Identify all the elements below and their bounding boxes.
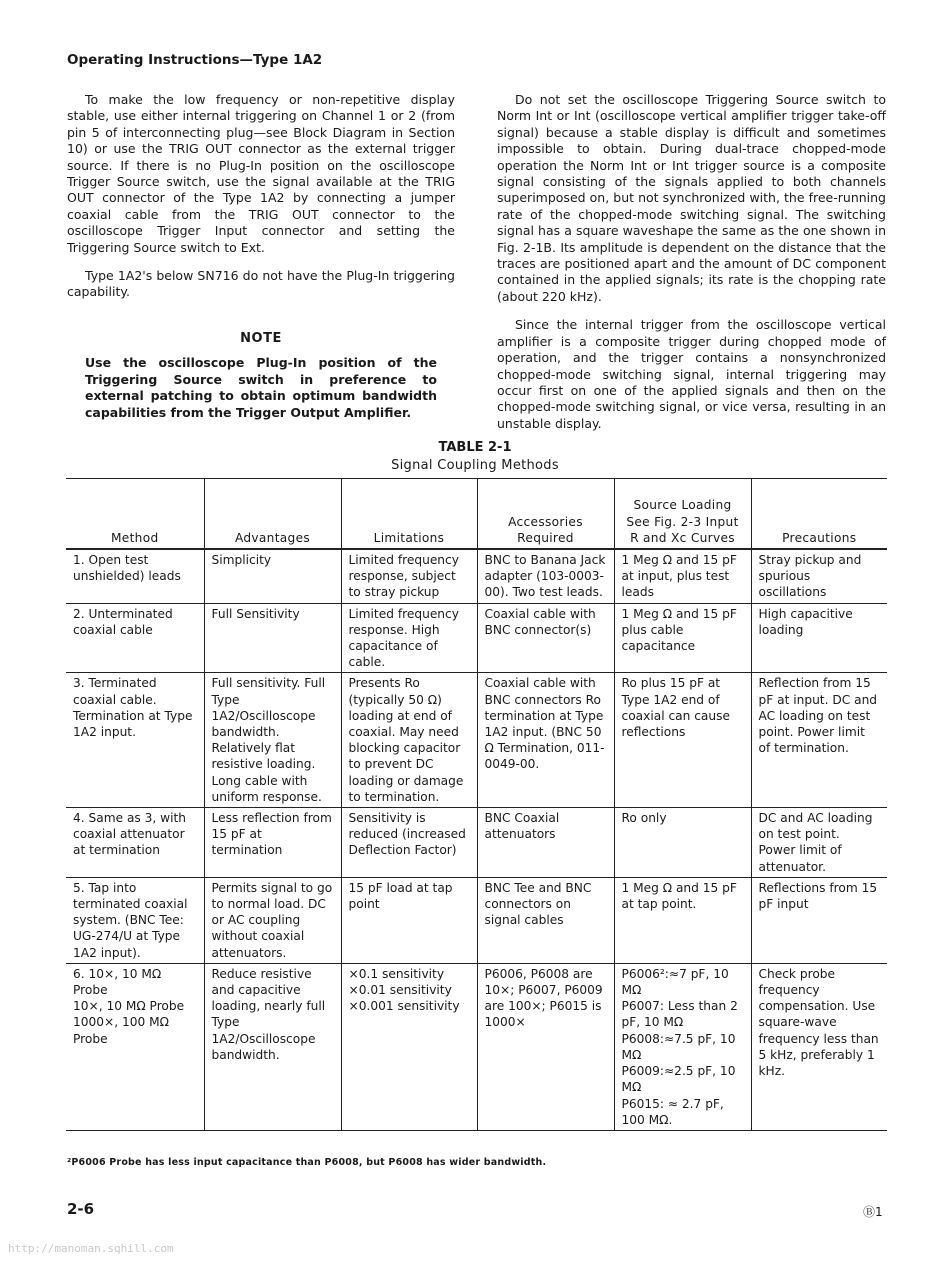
header-accessories: Accessories Required [477,479,614,550]
paragraph: Type 1A2's below SN716 do not have the Plug-In triggering capability. [67,268,455,300]
paragraph: Do not set the oscilloscope Triggering Source switch to Norm Int or Int (oscilloscope vertical amplifier trigger take-off signal) because a stable display is difficult and sometimes impossible to obtain. During dual-trace chopped-mode operation the Norm Int or Int trigger source is a composite signal consisting of the signals applied to both channels superimposed on, but not synchronized with, the free-running rate of the chopped-mode switching signal. The switching signal has a square waveshape the same as the one shown in Fig. 2-1B. Its amplitude is dependent on the distance that the traces are positioned apart and the amount of DC component contained in the applied signals; its rate is the chopping rate (about 220 kHz). [497,92,886,304]
cell-limitations: Presents Ro (typically 50 Ω) loading at end of coaxial. May need blocking capacitor to prevent DC loading or damage to termination. [341,673,477,808]
cell-accessories: P6006, P6008 are 10×; P6007, P6009 are 100×; P6015 is 1000× [477,963,614,1130]
watermark: http://manoman.sqhill.com [8,1242,174,1255]
paragraph: To make the low frequency or non-repetitive display stable, use either internal triggering on Channel 1 or 2 (from pin 5 of interconnecting plug—see Block Diagram in Section 10) or use the TRIG OUT connector as the external trigger source. If there is no Plug-In position on the oscilloscope Trigger Source switch, use the signal available at the TRIG OUT connector of the Type 1A2 by connecting a jumper coaxial cable from the TRIG OUT connector to the oscilloscope Trigger Input connector and setting the Triggering Source switch to Ext. [67,92,455,255]
cell-precautions: Stray pickup and spurious oscillations [751,549,887,603]
cell-method: 2. Unterminated coaxial cable [66,603,204,673]
cell-method: 4. Same as 3, with coaxial attenuator at termination [66,808,204,878]
cell-source-loading: Ro only [614,808,751,878]
cell-accessories: BNC Tee and BNC connectors on signal cables [477,877,614,963]
cell-method: 5. Tap into terminated coaxial system. (BNC Tee: UG-274/U at Type 1A2 input). [66,877,204,963]
cell-precautions: High capacitive loading [751,603,887,673]
cell-advantages: Full Sensitivity [204,603,341,673]
table-subtitle: Signal Coupling Methods [391,458,559,473]
cell-advantages: Reduce resistive and capacitive loading, nearly full Type 1A2/Oscilloscope bandwidth. [204,963,341,1130]
table-row [66,673,887,808]
table-row [66,877,887,963]
cell-precautions: Reflections from 15 pF input [751,877,887,963]
publisher-mark: Ⓑ1 [863,1205,883,1219]
header-precautions: Precautions [751,479,887,550]
cell-accessories: Coaxial cable with BNC connector(s) [477,603,614,673]
cell-precautions: Reflection from 15 pF at input. DC and AC loading on test point. Power limit of termination. [751,673,887,808]
cell-precautions: DC and AC loading on test point. Power limit of attenuator. [751,808,887,878]
table-row [66,808,887,878]
cell-source-loading: P6006²:≈7 pF, 10 MΩ P6007: Less than 2 pF, 10 MΩ P6008:≈7.5 pF, 10 MΩ P6009:≈2.5 pF, 10 MΩ P6015: ≈ 2.7 pF, 100 MΩ. [614,963,751,1130]
cell-advantages: Full sensitivity. Full Type 1A2/Oscilloscope bandwidth. Relatively flat resistive loading. Long cable with uniform response. [204,673,341,808]
right-column [497,92,886,444]
paragraph: Since the internal trigger from the oscilloscope vertical amplifier is a composite trigger during chopped mode of operation, and the trigger contains a nonsynchronized chopped-mode switching signal, internal triggering may occur first on one of the applied signals and then on the chopped-mode switching signal, or vice versa, resulting in an unstable display. [497,317,886,431]
cell-advantages: Simplicity [204,549,341,603]
page-number: 2-6 [67,1200,95,1218]
cell-source-loading: 1 Meg Ω and 15 pF at input, plus test leads [614,549,751,603]
cell-accessories: Coaxial cable with BNC connectors Ro termination at Type 1A2 input. (BNC 50 Ω Termination, 011-0049-00. [477,673,614,808]
table-header-row [66,479,887,550]
cell-limitations: Limited frequency response, subject to stray pickup [341,549,477,603]
header-advantages: Advantages [204,479,341,550]
cell-source-loading: Ro plus 15 pF at Type 1A2 end of coaxial can cause reflections [614,673,751,808]
table-row [66,963,887,1130]
cell-method: 3. Terminated coaxial cable. Termination at Type 1A2 input. [66,673,204,808]
header-method: Method [66,479,204,550]
header-source-loading: Source Loading See Fig. 2-3 Input R and Xc Curves [614,479,751,550]
note-title: NOTE [240,330,282,346]
cell-limitations: Sensitivity is reduced (increased Deflection Factor) [341,808,477,878]
cell-limitations: 15 pF load at tap point [341,877,477,963]
cell-source-loading: 1 Meg Ω and 15 pF at tap point. [614,877,751,963]
cell-source-loading: 1 Meg Ω and 15 pF plus cable capacitance [614,603,751,673]
cell-method: 1. Open test unshielded) leads [66,549,204,603]
cell-accessories: BNC Coaxial attenuators [477,808,614,878]
signal-coupling-table [66,478,887,1131]
header-limitations: Limitations [341,479,477,550]
cell-precautions: Check probe frequency compensation. Use square-wave frequency less than 5 kHz, preferably 1 kHz. [751,963,887,1130]
cell-limitations: Limited frequency response. High capacitance of cable. [341,603,477,673]
cell-method: 6. 10×, 10 MΩ Probe 10×, 10 MΩ Probe 1000×, 100 MΩ Probe [66,963,204,1130]
table-title: TABLE 2-1 [438,440,512,455]
cell-accessories: BNC to Banana Jack adapter (103-0003-00). Two test leads. [477,549,614,603]
footnote: ²P6006 Probe has less input capacitance than P6008, but P6008 has wider bandwidth. [67,1157,547,1168]
note-body: Use the oscilloscope Plug-In position of the Triggering Source switch in preference to external patching to obtain optimum bandwidth capabilities from the Trigger Output Amplifier. [85,355,437,420]
left-column [67,92,455,421]
cell-advantages: Less reflection from 15 pF at termination [204,808,341,878]
table-row [66,603,887,673]
cell-limitations: ×0.1 sensitivity ×0.01 sensitivity ×0.001 sensitivity [341,963,477,1130]
table-row [66,549,887,603]
running-header: Operating Instructions—Type 1A2 [67,52,323,68]
cell-advantages: Permits signal to go to normal load. DC or AC coupling without coaxial attenuators. [204,877,341,963]
